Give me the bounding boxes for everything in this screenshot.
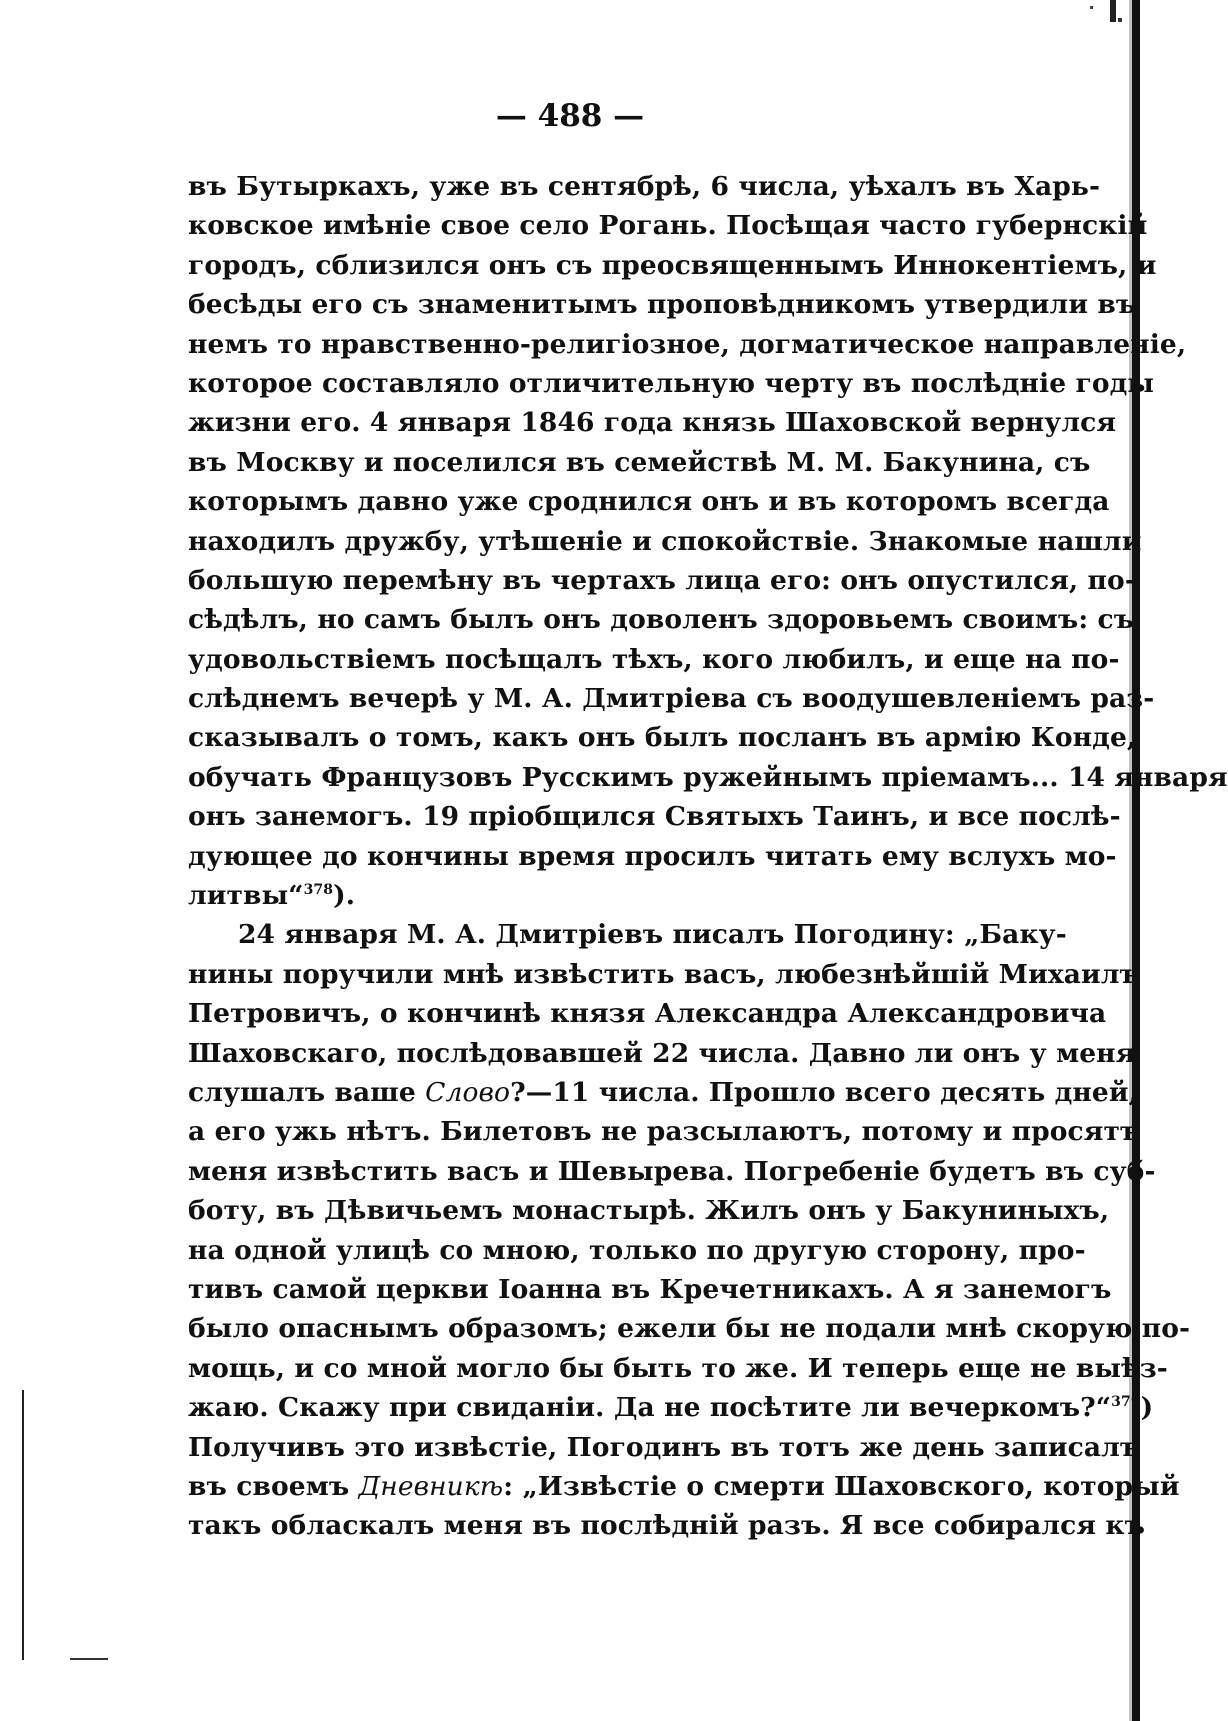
- text-line: удовольствіемъ посѣщалъ тѣхъ, кого любилъ, и еще на по-: [188, 643, 1120, 675]
- text-line: Получивъ это извѣстіе, Погодинъ въ тотъ же день записалъ: [188, 1431, 1141, 1463]
- text-line: ковское имѣніе свое село Рогань. Посѣщая часто губернскій: [188, 210, 1148, 242]
- text-line: въ Бутыркахъ, уже въ сентябрѣ, 6 числа, уѣхалъ въ Харь-: [188, 171, 1101, 202]
- text-line: было опаснымъ образомъ; ежели бы не подали мнѣ скорую по-: [188, 1313, 1191, 1345]
- text-line: слѣднемъ вечерѣ у М. А. Дмитріева съ воодушевленіемъ раз-: [188, 683, 1155, 715]
- text-line: обучать Французовъ Русскимъ ружейнымъ пріемамъ... 14 января: [188, 761, 1228, 793]
- text-line: тивъ самой церкви Іоанна въ Кречетникахъ. А я занемогъ: [188, 1273, 1112, 1305]
- margin-rule-left: [22, 1390, 24, 1660]
- text-line: меня извѣстить васъ и Шевырева. Погребеніе будетъ въ суб-: [188, 1155, 1156, 1187]
- text-line: мощь, и со мной могло бы быть то же. И теперь еще не выѣз-: [188, 1352, 1168, 1384]
- italic-title-dnevnik: Дневникѣ: [358, 1470, 504, 1502]
- text-line: Шаховскаго, послѣдовавшей 22 числа. Давно ли онъ у меня: [188, 1037, 1136, 1069]
- text-line: нины поручили мнѣ извѣстить васъ, любезнѣйшій Михаилъ: [188, 958, 1140, 990]
- text-line: немъ то нравственно-религіозное, догматическое направленіе,: [188, 328, 1187, 360]
- text-line: бесѣды его съ знаменитымъ проповѣдникомъ утвердили въ: [188, 289, 1137, 321]
- text-line: въ Москву и поселился въ семействѣ М. М. Бакунина, съ: [188, 446, 1091, 478]
- text-line: сѣдѣлъ, но самъ былъ онъ доволенъ здоровьемъ своимъ: съ: [188, 604, 1135, 636]
- italic-title-slovo: Слово: [425, 1076, 511, 1108]
- text-line: такъ обласкалъ меня въ послѣдній разъ. Я все собирался къ: [188, 1510, 1145, 1542]
- footnote-ref-379: 379: [1111, 1394, 1141, 1411]
- text-line: которымъ давно уже сроднился онъ и въ которомъ всегда: [188, 486, 1110, 518]
- text-line: Петровичъ, о кончинѣ князя Александра Александровича: [188, 998, 1107, 1030]
- text-line: находилъ дружбу, утѣшеніе и спокойствіе. Знакомые нашли: [188, 525, 1142, 557]
- footnote-ref-378: 378: [303, 882, 334, 899]
- text-line: большую перемѣну въ чертахъ лица его: онъ опустился, по-: [188, 564, 1136, 596]
- text-line: на одной улицѣ со мною, только по другую сторону, про-: [188, 1234, 1086, 1266]
- page-number: — 488 —: [495, 98, 645, 134]
- text-line: жаю. Скажу при свиданіи. Да не посѣтите ли вечеркомъ?“$^{379}$): [188, 1392, 1154, 1424]
- text-line: городъ, сблизился онъ съ преосвященнымъ Иннокентіемъ, и: [188, 249, 1157, 281]
- body-text: [188, 167, 1228, 1546]
- text-line: которое составляло отличительную черту въ послѣдніе годы: [188, 367, 1155, 399]
- text-line: 24 января М. А. Дмитріевъ писалъ Погодину: „Баку-: [238, 919, 1067, 951]
- text-line: въ своемъ Дневникѣ: „Извѣстіе о смерти Шаховского, который: [188, 1470, 1180, 1502]
- text-line: а его ужь нѣтъ. Билетовъ не разсылаютъ, потому и просятъ: [188, 1116, 1141, 1148]
- text-line: дующее до кончины время просилъ читать ему вслухъ мо-: [188, 840, 1117, 872]
- text-line: слушалъ ваше Слово?—11 числа. Прошло всего десять дней,: [188, 1076, 1138, 1108]
- text-line: литвы“$^{378}$).: [188, 880, 356, 912]
- margin-tick-bottom: [70, 1658, 108, 1660]
- margin-smudge-top: [1080, 0, 1126, 40]
- text-line: онъ занемогъ. 19 пріобщился Святыхъ Таинъ, и все послѣ-: [188, 801, 1121, 833]
- text-line: сказывалъ о томъ, какъ онъ былъ посланъ въ армію Конде,: [188, 722, 1137, 754]
- text-line: жизни его. 4 января 1846 года князь Шаховской вернулся: [188, 407, 1117, 439]
- text-line: боту, въ Дѣвичьемъ монастырѣ. Жилъ онъ у Бакуниныхъ,: [188, 1195, 1110, 1227]
